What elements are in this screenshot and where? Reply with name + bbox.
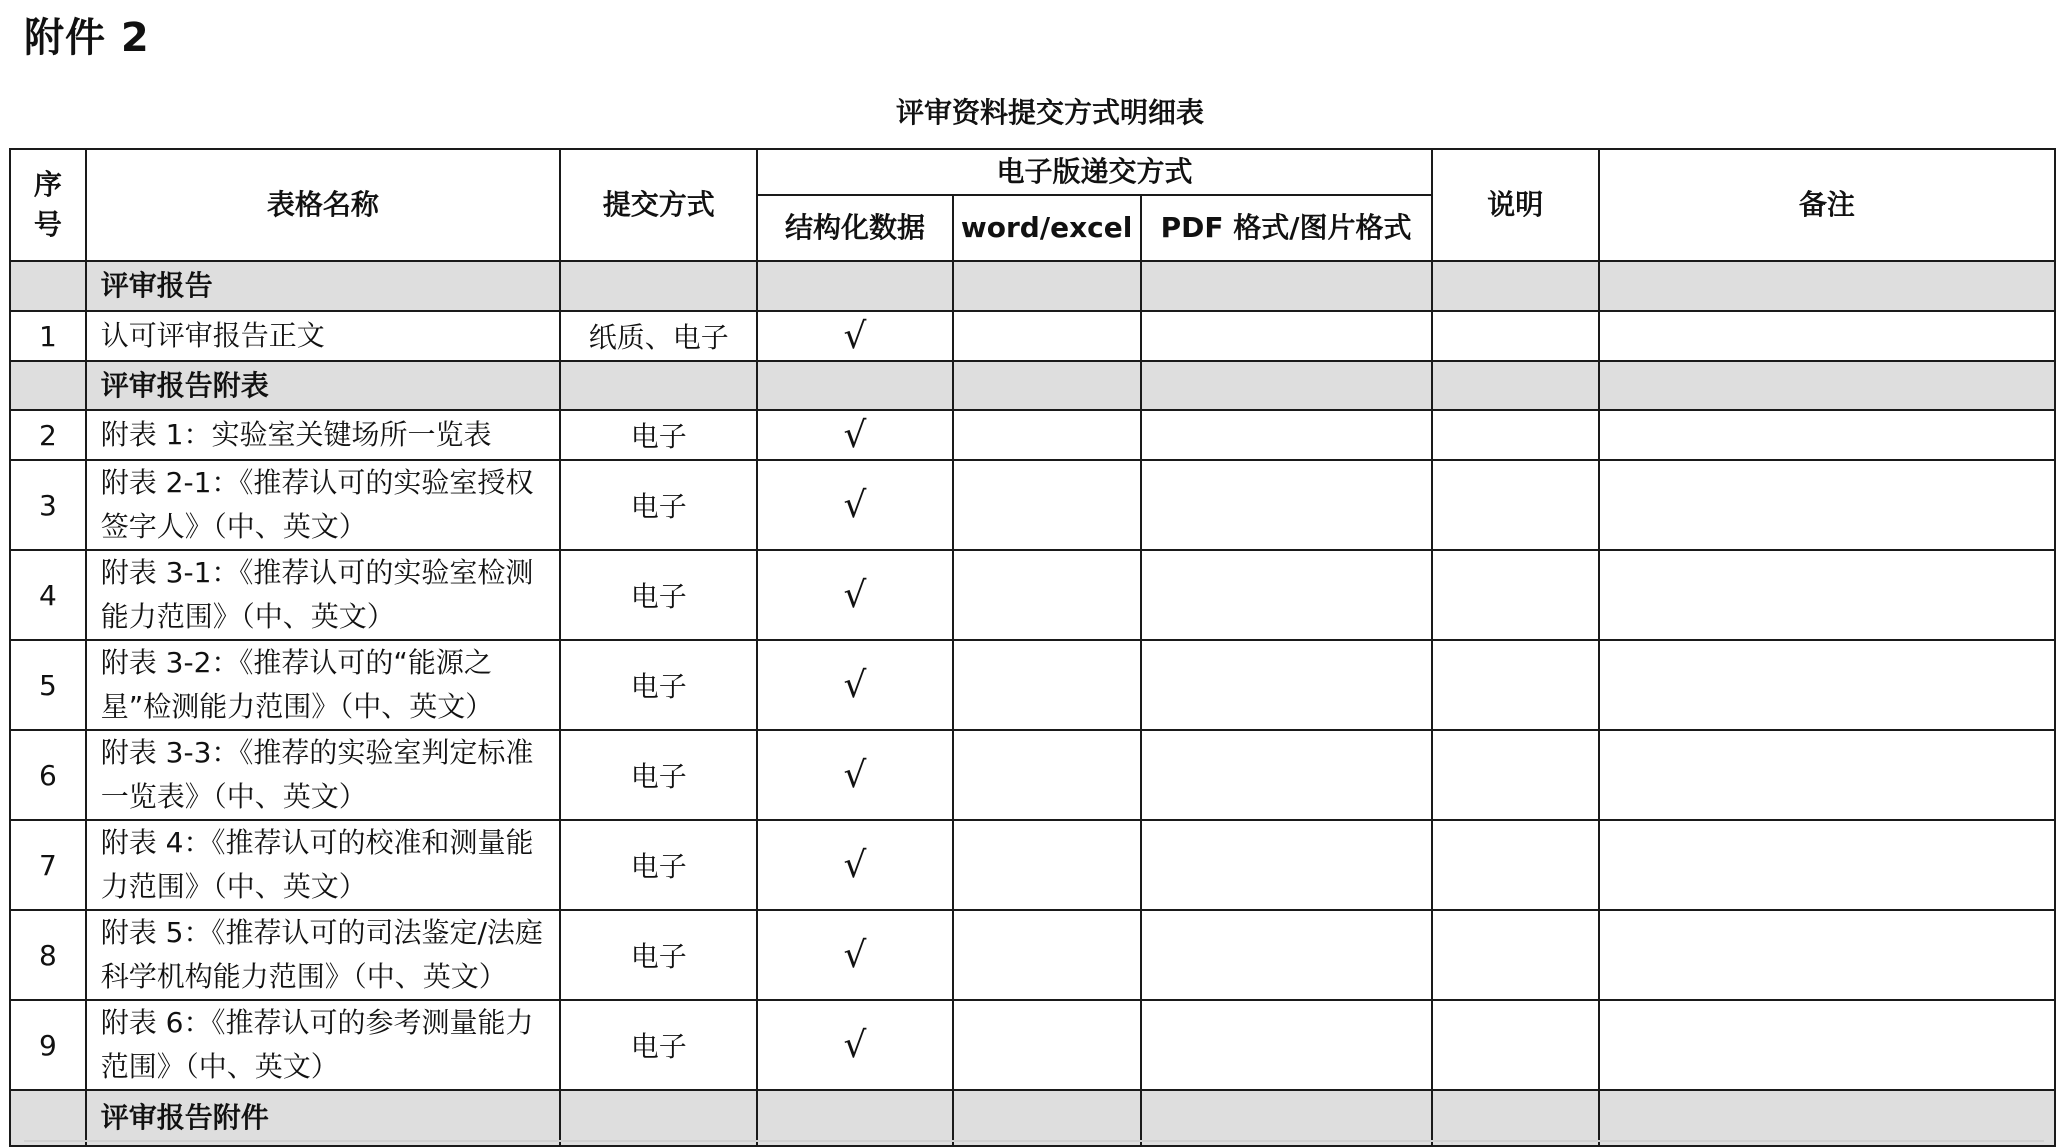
cell-serial (10, 1090, 86, 1146)
table-row (10, 910, 2055, 1000)
table-row (10, 640, 2055, 730)
cell-serial: 1 (10, 311, 86, 361)
cell-name: 附表 3-3：《推荐的实验室判定标准一览表》（中、英文） (86, 730, 560, 820)
cell-remarks (1599, 261, 2055, 311)
document-title: 评审资料提交方式明细表 (895, 96, 1204, 129)
header-remarks: 备注 (1599, 149, 2055, 261)
section-row (10, 361, 2055, 410)
checkmark-icon: √ (757, 1000, 952, 1090)
cell-pdf-image (1141, 550, 1432, 640)
table-row (10, 730, 2055, 820)
cell-remarks (1599, 1090, 2055, 1146)
cell-remarks (1599, 410, 2055, 460)
page-divider (24, 1140, 2044, 1142)
cell-section-name: 评审报告附件 (86, 1090, 560, 1146)
cell-word-excel (953, 910, 1141, 1000)
cell-name: 附表 4：《推荐认可的校准和测量能力范围》（中、英文） (86, 820, 560, 910)
cell-pdf-image (1141, 1090, 1432, 1146)
table-row (10, 550, 2055, 640)
table-row (10, 820, 2055, 910)
cell-word-excel (953, 460, 1141, 550)
header-serial-line-1: 序 (33, 168, 62, 201)
cell-pdf-image (1141, 460, 1432, 550)
header-pdf-image: PDF 格式/图片格式 (1141, 195, 1432, 261)
cell-section-name: 评审报告 (86, 261, 560, 311)
cell-remarks (1599, 550, 2055, 640)
cell-remarks (1599, 820, 2055, 910)
cell-method: 电子 (560, 410, 757, 460)
cell-structured (757, 1090, 952, 1146)
cell-description (1432, 640, 1599, 730)
cell-method (560, 361, 757, 410)
cell-method: 电子 (560, 640, 757, 730)
table-row (10, 1000, 2055, 1090)
cell-serial: 5 (10, 640, 86, 730)
cell-method: 电子 (560, 910, 757, 1000)
cell-description (1432, 261, 1599, 311)
cell-pdf-image (1141, 1000, 1432, 1090)
cell-pdf-image (1141, 311, 1432, 361)
cell-word-excel (953, 1090, 1141, 1146)
cell-description (1432, 730, 1599, 820)
cell-pdf-image (1141, 640, 1432, 730)
cell-structured (757, 261, 952, 311)
cell-section-name: 评审报告附表 (86, 361, 560, 410)
cell-word-excel (953, 820, 1141, 910)
header-word-excel: word/excel (953, 195, 1141, 261)
cell-pdf-image (1141, 261, 1432, 311)
cell-name: 附表 1：实验室关键场所一览表 (86, 410, 560, 460)
cell-serial: 9 (10, 1000, 86, 1090)
cell-pdf-image (1141, 361, 1432, 410)
cell-pdf-image (1141, 410, 1432, 460)
cell-method: 电子 (560, 550, 757, 640)
attachment-label: 附件 2 (24, 15, 150, 61)
cell-description (1432, 410, 1599, 460)
checkmark-icon: √ (757, 730, 952, 820)
cell-word-excel (953, 640, 1141, 730)
cell-serial: 2 (10, 410, 86, 460)
cell-description (1432, 361, 1599, 410)
table-row (10, 311, 2055, 361)
cell-name: 附表 6：《推荐认可的参考测量能力范围》（中、英文） (86, 1000, 560, 1090)
checkmark-icon: √ (757, 410, 952, 460)
cell-method: 电子 (560, 730, 757, 820)
cell-serial: 8 (10, 910, 86, 1000)
cell-word-excel (953, 730, 1141, 820)
cell-word-excel (953, 311, 1141, 361)
cell-description (1432, 820, 1599, 910)
cell-description (1432, 550, 1599, 640)
table-header (10, 149, 2055, 261)
cell-method: 纸质、电子 (560, 311, 757, 361)
cell-remarks (1599, 361, 2055, 410)
cell-remarks (1599, 460, 2055, 550)
cell-method: 电子 (560, 820, 757, 910)
cell-word-excel (953, 261, 1141, 311)
cell-pdf-image (1141, 910, 1432, 1000)
checkmark-icon: √ (757, 910, 952, 1000)
checkmark-icon: √ (757, 550, 952, 640)
cell-name: 认可评审报告正文 (86, 311, 560, 361)
cell-method (560, 261, 757, 311)
cell-description (1432, 1000, 1599, 1090)
checkmark-icon: √ (757, 460, 952, 550)
cell-name: 附表 3-2：《推荐认可的“能源之星”检测能力范围》（中、英文） (86, 640, 560, 730)
cell-method: 电子 (560, 1000, 757, 1090)
cell-remarks (1599, 910, 2055, 1000)
cell-serial (10, 261, 86, 311)
cell-serial (10, 361, 86, 410)
cell-remarks (1599, 730, 2055, 820)
cell-word-excel (953, 550, 1141, 640)
table-row (10, 460, 2055, 550)
cell-serial: 3 (10, 460, 86, 550)
cell-pdf-image (1141, 820, 1432, 910)
cell-remarks (1599, 1000, 2055, 1090)
cell-name: 附表 5：《推荐认可的司法鉴定/法庭科学机构能力范围》（中、英文） (86, 910, 560, 1000)
cell-word-excel (953, 361, 1141, 410)
cell-method: 电子 (560, 460, 757, 550)
cell-serial: 6 (10, 730, 86, 820)
header-name: 表格名称 (86, 149, 560, 261)
header-serial (10, 149, 86, 261)
cell-word-excel (953, 1000, 1141, 1090)
cell-serial: 7 (10, 820, 86, 910)
cell-pdf-image (1141, 730, 1432, 820)
cell-description (1432, 1090, 1599, 1146)
table-row (10, 410, 2055, 460)
section-row (10, 261, 2055, 311)
checkmark-icon: √ (757, 820, 952, 910)
cell-description (1432, 460, 1599, 550)
checkmark-icon: √ (757, 640, 952, 730)
table-body (10, 261, 2055, 1146)
cell-structured (757, 361, 952, 410)
cell-remarks (1599, 640, 2055, 730)
header-electronic-group: 电子版递交方式 (757, 149, 1431, 195)
cell-method (560, 1090, 757, 1146)
cell-word-excel (953, 410, 1141, 460)
checkmark-icon: √ (757, 311, 952, 361)
cell-name: 附表 2-1：《推荐认可的实验室授权签字人》（中、英文） (86, 460, 560, 550)
cell-name: 附表 3-1：《推荐认可的实验室检测能力范围》（中、英文） (86, 550, 560, 640)
cell-serial: 4 (10, 550, 86, 640)
cell-description (1432, 910, 1599, 1000)
header-method: 提交方式 (560, 149, 757, 261)
cell-remarks (1599, 311, 2055, 361)
section-row (10, 1090, 2055, 1146)
header-serial-line-2: 号 (33, 208, 62, 241)
header-description: 说明 (1432, 149, 1599, 261)
header-structured: 结构化数据 (757, 195, 952, 261)
cell-description (1432, 311, 1599, 361)
submission-table (9, 148, 2056, 1147)
